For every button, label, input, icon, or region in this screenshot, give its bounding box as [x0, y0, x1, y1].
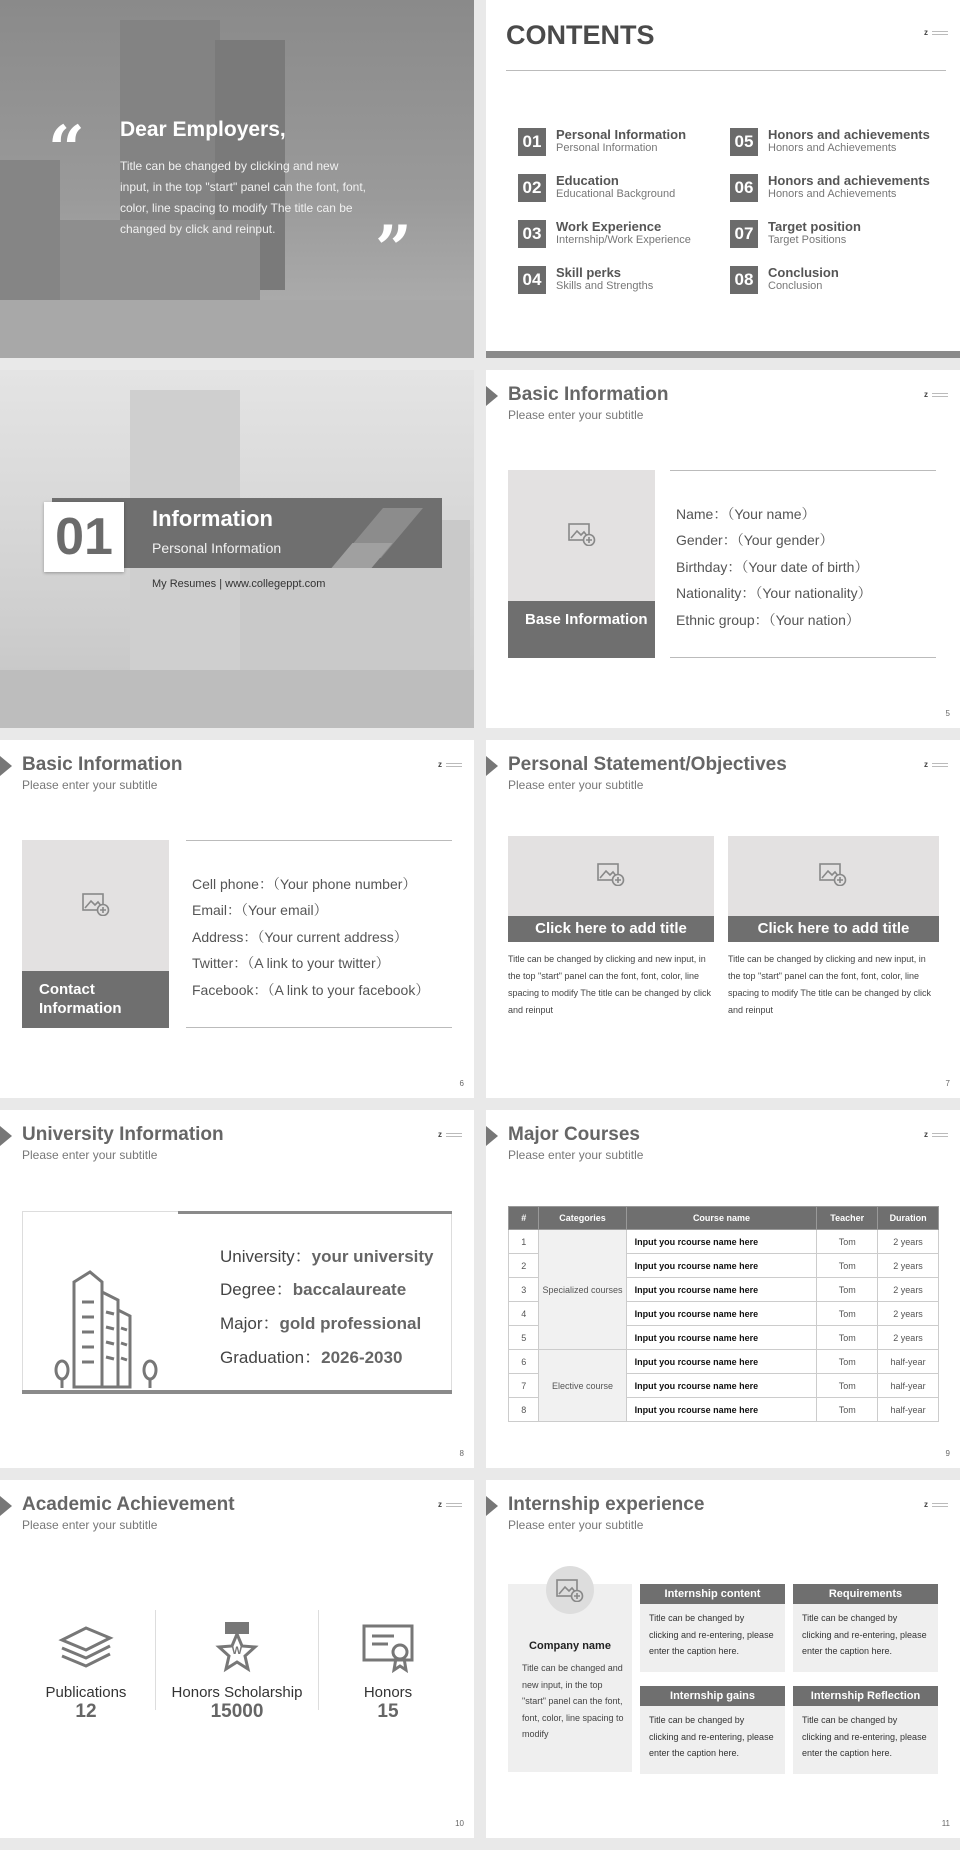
section-title: Information [152, 506, 273, 531]
page-number: 10 [455, 1819, 464, 1828]
internship-content-card: Internship content Title can be changed by clicking and re-entering, please enter the caption here. [640, 1584, 785, 1672]
logo-icon: z [924, 1500, 950, 1510]
slide-title: Basic Information [508, 384, 669, 405]
header-arrow-icon [486, 756, 498, 776]
table-row[interactable]: 1 Specialized courses Input you rcourse name here Tom 2 years [509, 1230, 939, 1254]
logo-icon: z [924, 760, 950, 770]
info-twitter: Twitter：（A link to your twitter） [192, 955, 390, 971]
slide-title: Basic Information [22, 754, 183, 775]
divider [670, 657, 936, 658]
slide-title: Major Courses [508, 1124, 640, 1145]
info-facebook: Facebook：（A link to your facebook） [192, 982, 430, 998]
slide-subtitle: Please enter your subtitle [508, 408, 644, 422]
graduation-row: Graduation：2026-2030 [220, 1348, 403, 1367]
contents-item[interactable]: 03 Work Experience Internship/Work Experience [518, 218, 728, 252]
slide-title: University Information [22, 1124, 224, 1145]
category-cell: Specialized courses [539, 1230, 626, 1350]
card-title-button[interactable]: Click here to add title [508, 916, 714, 942]
header-arrow-icon [486, 386, 498, 406]
header-arrow-icon [486, 1496, 498, 1516]
achievement-label: Honors Scholarship [171, 1684, 303, 1701]
slide-section-01[interactable] [0, 370, 474, 728]
slide-subtitle: Please enter your subtitle [22, 778, 158, 792]
slide-personal-statement[interactable] [486, 740, 960, 1098]
achievement-label: Honors [363, 1684, 413, 1701]
achievement-label: Publications [45, 1684, 127, 1701]
image-placeholder-icon [556, 1578, 584, 1602]
info-ethnic-group: Ethnic group：（Your nation） [676, 612, 860, 628]
resume-link[interactable]: My Resumes | www.collegeppt.com [152, 578, 326, 590]
card-text: Title can be changed by clicking and new input, in the top "start" panel can the font, font, color, line spacing to modify The title can be changed by click and reinput [728, 954, 931, 1015]
divider [186, 1027, 452, 1028]
info-name: Name：（Your name） [676, 506, 816, 522]
photo-label: Base Information [508, 601, 655, 658]
slide-subtitle: Please enter your subtitle [22, 1518, 158, 1532]
image-placeholder[interactable] [508, 836, 714, 916]
major-row: Major：gold professional [220, 1314, 422, 1333]
greeting-body: Title can be changed by clicking and new input, in the top "start" panel can the font, font, color, line spacing to modify The title can be changed by click and reinput. [120, 159, 367, 236]
accent-bar [178, 1211, 452, 1214]
medal-icon [207, 1620, 267, 1676]
university-row: University：your university [220, 1247, 434, 1266]
page-number: 8 [459, 1449, 464, 1458]
greeting-title: Dear Employers, [120, 118, 286, 141]
bottom-bar [486, 351, 960, 358]
accent-bar [22, 1390, 452, 1394]
slide-title: Academic Achievement [22, 1494, 235, 1515]
header-arrow-icon [0, 1496, 12, 1516]
slide-basic-information[interactable] [486, 370, 960, 728]
divider [506, 70, 946, 71]
achievement-publications [16, 1620, 156, 1723]
logo-icon: z [438, 1500, 464, 1510]
card-title-button[interactable]: Click here to add title [728, 916, 939, 942]
courses-table [508, 1206, 939, 1422]
contents-item[interactable]: 05 Honors and achievements Honors and Achievements [730, 126, 940, 160]
achievement-value: 15000 [210, 1701, 264, 1722]
table-row[interactable]: 8 Input you rcourse name here Tom half-year [509, 1398, 939, 1422]
photo-placeholder[interactable] [22, 840, 169, 1028]
info-phone: Cell phone：（Your phone number） [192, 876, 417, 892]
company-name: Company name [529, 1640, 611, 1652]
requirements-card: Requirements Title can be changed by clicking and re-entering, please enter the caption here. [793, 1584, 938, 1672]
image-placeholder-icon [568, 522, 596, 546]
achievement-scholarship [167, 1620, 307, 1723]
slide-contents[interactable] [486, 0, 960, 358]
slide-dear-employers[interactable] [0, 0, 474, 358]
contents-item[interactable]: 06 Honors and achievements Honors and Achievements [730, 172, 940, 206]
logo-icon: z [438, 760, 464, 770]
page-number: 9 [945, 1449, 950, 1458]
page-number: 5 [945, 709, 950, 718]
internship-reflection-card: Internship Reflection Title can be changed by clicking and re-entering, please enter the caption here. [793, 1686, 938, 1774]
info-address: Address：（Your current address） [192, 929, 408, 945]
table-header-row: # Categories Course name Teacher Duration [509, 1207, 939, 1230]
logo-icon: z [438, 1130, 464, 1140]
contents-item[interactable]: 04 Skill perks Skills and Strengths [518, 264, 728, 298]
slide-title: Personal Statement/Objectives [508, 754, 787, 775]
slide-major-courses[interactable] [486, 1110, 960, 1468]
page-number: 7 [945, 1079, 950, 1088]
open-quote-icon: “ [48, 112, 85, 187]
achievement-value: 12 [75, 1701, 97, 1722]
header-arrow-icon [486, 1126, 498, 1146]
slide-subtitle: Please enter your subtitle [508, 778, 644, 792]
slide-subtitle: Please enter your subtitle [508, 1148, 644, 1162]
logo-icon: z [924, 1130, 950, 1140]
svg-text:W: W [231, 1645, 243, 1657]
publications-icon [56, 1620, 116, 1676]
slide-internship-experience[interactable] [486, 1480, 960, 1838]
logo-icon: z [924, 390, 950, 400]
contents-item[interactable]: 07 Target position Target Positions [730, 218, 940, 252]
section-subtitle: Personal Information [152, 540, 282, 556]
slide-subtitle: Please enter your subtitle [22, 1148, 158, 1162]
page-number: 6 [459, 1079, 464, 1088]
image-placeholder-icon [819, 862, 847, 886]
divider [670, 470, 936, 471]
photo-label: Contact Information [22, 971, 169, 1028]
info-gender: Gender：（Your gender） [676, 532, 834, 548]
slide-subtitle: Please enter your subtitle [508, 1518, 644, 1532]
table-row[interactable]: 3 Input you rcourse name here Tom 2 years [509, 1278, 939, 1302]
contents-item[interactable]: 08 Conclusion Conclusion [730, 264, 940, 298]
info-email: Email：（Your email） [192, 902, 328, 918]
table-row[interactable]: 2 Input you rcourse name here Tom 2 years [509, 1254, 939, 1278]
section-number: 01 [44, 502, 124, 572]
certificate-icon [358, 1620, 418, 1676]
table-row[interactable]: 6 Elective course Input you rcourse name here Tom half-year [509, 1350, 939, 1374]
category-cell: Elective course [539, 1350, 626, 1422]
contents-item[interactable]: 01 Personal Information Personal Information [518, 126, 728, 160]
degree-row: Degree：baccalaureate [220, 1280, 407, 1299]
image-placeholder-icon [597, 862, 625, 886]
company-text: Title can be changed and new input, in the top "start" panel can the font, font, color, line spacing to modify [522, 1663, 624, 1739]
table-row[interactable]: 4 Input you rcourse name here Tom 2 years [509, 1302, 939, 1326]
logo-icon: z [924, 28, 950, 38]
slide-academic-achievement[interactable] [0, 1480, 474, 1838]
slide-university-information[interactable] [0, 1110, 474, 1468]
close-quote-icon: ” [375, 212, 412, 287]
contents-title: CONTENTS [506, 20, 655, 50]
image-placeholder[interactable] [728, 836, 939, 916]
achievement-value: 15 [377, 1701, 399, 1722]
image-placeholder-icon [82, 892, 110, 916]
info-nationality: Nationality：（Your nationality） [676, 585, 872, 601]
table-row[interactable]: 7 Input you rcourse name here Tom half-year [509, 1374, 939, 1398]
divider [186, 840, 452, 841]
info-birthday: Birthday：（Your date of birth） [676, 559, 869, 575]
page-number: 11 [941, 1819, 950, 1828]
photo-placeholder[interactable] [508, 470, 655, 658]
contents-item[interactable]: 02 Education Educational Background [518, 172, 728, 206]
company-logo-placeholder[interactable] [546, 1566, 594, 1614]
header-arrow-icon [0, 1126, 12, 1146]
slide-contact-information[interactable] [0, 740, 474, 1098]
achievement-honors [318, 1620, 458, 1723]
table-row[interactable]: 5 Input you rcourse name here Tom 2 years [509, 1326, 939, 1350]
internship-gains-card: Internship gains Title can be changed by clicking and re-entering, please enter the caption here. [640, 1686, 785, 1774]
card-text: Title can be changed by clicking and new input, in the top "start" panel can the font, font, color, line spacing to modify The title can be changed by click and reinput [508, 954, 711, 1015]
divider [155, 1610, 156, 1710]
slide-title: Internship experience [508, 1494, 705, 1515]
header-arrow-icon [0, 756, 12, 776]
building-icon [50, 1262, 170, 1392]
